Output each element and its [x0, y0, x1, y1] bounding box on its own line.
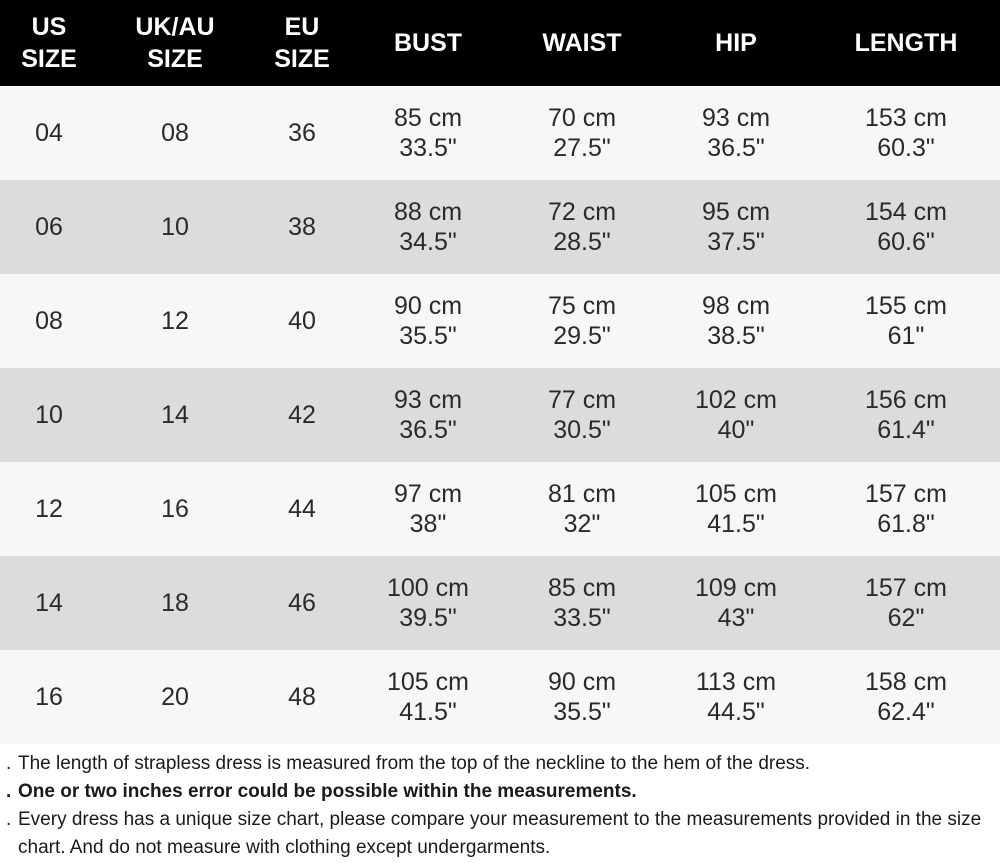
bust-inch-value: 39.5": [399, 604, 457, 632]
eu-size-cell: 40: [288, 307, 316, 335]
length-cm-value: 157 cm: [865, 574, 947, 602]
hip-inch-value: 44.5": [707, 698, 765, 726]
note-item: [6, 750, 996, 778]
bust-inch-value: 41.5": [399, 698, 457, 726]
note-item: [6, 778, 996, 806]
length-cell: [812, 274, 1000, 368]
waist-inch-value: 27.5": [553, 134, 611, 162]
length-cell: [812, 368, 1000, 462]
waist-cell: [504, 462, 660, 556]
us-size-cell: 04: [35, 119, 63, 147]
waist-cm-value: 77 cm: [547, 386, 617, 414]
bullet-icon: .: [6, 781, 12, 802]
hip-cell: [660, 368, 812, 462]
header-eu-size: EU SIZE: [274, 13, 330, 73]
waist-cell: [504, 368, 660, 462]
header-hip: HIP: [715, 29, 757, 57]
waist-inch-value: 35.5": [553, 698, 611, 726]
bullet-icon: .: [6, 753, 12, 774]
header-length: LENGTH: [854, 29, 958, 57]
eu-size-cell: 48: [288, 683, 316, 711]
note-text: One or two inches error could be possible within the measurements.: [18, 781, 637, 802]
waist-cm-value: 75 cm: [547, 292, 617, 320]
uk-au-size-cell: 14: [161, 401, 189, 429]
bust-cm-value: 105 cm: [387, 668, 469, 696]
table-row: [0, 650, 1000, 744]
waist-inch-value: 29.5": [553, 322, 611, 350]
eu-size-cell: 38: [288, 213, 316, 241]
waist-cm-value: 85 cm: [547, 574, 617, 602]
length-inch-value: 60.3": [877, 134, 935, 162]
bust-cm-value: 97 cm: [393, 480, 463, 508]
bust-inch-value: 36.5": [399, 416, 457, 444]
eu-size-cell: 46: [288, 589, 316, 617]
bust-inch-value: 38": [409, 510, 447, 538]
length-cm-value: 155 cm: [865, 292, 947, 320]
hip-inch-value: 40": [717, 416, 755, 444]
note-item: [6, 806, 996, 862]
hip-cm-value: 102 cm: [695, 386, 777, 414]
length-inch-value: 62.4": [877, 698, 935, 726]
header-row: [0, 0, 1000, 86]
table-row: [0, 462, 1000, 556]
header-waist: WAIST: [542, 29, 622, 57]
hip-inch-value: 36.5": [707, 134, 765, 162]
us-size-cell: 08: [35, 307, 63, 335]
note-text: The length of strapless dress is measured from the top of the neckline to the hem of the dress.: [18, 753, 811, 774]
bust-inch-value: 33.5": [399, 134, 457, 162]
length-inch-value: 61": [887, 322, 925, 350]
waist-cell: [504, 556, 660, 650]
length-cm-value: 156 cm: [865, 386, 947, 414]
us-size-cell: 10: [35, 401, 63, 429]
length-cell: [812, 180, 1000, 274]
length-inch-value: 61.4": [877, 416, 935, 444]
bust-cm-value: 93 cm: [393, 386, 463, 414]
length-inch-value: 60.6": [877, 228, 935, 256]
hip-cell: [660, 274, 812, 368]
hip-inch-value: 41.5": [707, 510, 765, 538]
hip-cell: [660, 86, 812, 180]
length-cm-value: 158 cm: [865, 668, 947, 696]
hip-cm-value: 93 cm: [701, 104, 771, 132]
hip-cm-value: 113 cm: [695, 668, 777, 696]
bust-cell: [352, 556, 504, 650]
waist-cell: [504, 650, 660, 744]
header-us-size: US SIZE: [21, 13, 77, 73]
waist-inch-value: 28.5": [553, 228, 611, 256]
hip-inch-value: 37.5": [707, 228, 765, 256]
uk-au-size-cell: 20: [161, 683, 189, 711]
bust-cell: [352, 462, 504, 556]
hip-cm-value: 109 cm: [695, 574, 777, 602]
bust-cell: [352, 368, 504, 462]
bust-cell: [352, 180, 504, 274]
size-notes: [6, 750, 996, 862]
length-cell: [812, 462, 1000, 556]
us-size-cell: 14: [35, 589, 63, 617]
bullet-icon: .: [6, 809, 12, 830]
bust-cell: [352, 86, 504, 180]
bust-cm-value: 90 cm: [393, 292, 463, 320]
waist-cell: [504, 180, 660, 274]
bust-cm-value: 100 cm: [387, 574, 469, 602]
hip-cm-value: 98 cm: [701, 292, 771, 320]
waist-cm-value: 72 cm: [547, 198, 617, 226]
length-inch-value: 61.8": [877, 510, 935, 538]
hip-inch-value: 38.5": [707, 322, 765, 350]
hip-cell: [660, 556, 812, 650]
length-cell: [812, 556, 1000, 650]
table-row: [0, 556, 1000, 650]
uk-au-size-cell: 10: [161, 213, 189, 241]
length-cell: [812, 650, 1000, 744]
header-uk-au-size: UK/AU SIZE: [135, 13, 215, 73]
waist-cm-value: 90 cm: [547, 668, 617, 696]
uk-au-size-cell: 12: [161, 307, 189, 335]
table-row: [0, 180, 1000, 274]
waist-cell: [504, 274, 660, 368]
us-size-cell: 16: [35, 683, 63, 711]
uk-au-size-cell: 16: [161, 495, 189, 523]
bust-cm-value: 85 cm: [393, 104, 463, 132]
table-row: [0, 86, 1000, 180]
bust-inch-value: 34.5": [399, 228, 457, 256]
bust-inch-value: 35.5": [399, 322, 457, 350]
eu-size-cell: 44: [288, 495, 316, 523]
hip-cm-value: 105 cm: [695, 480, 777, 508]
waist-cm-value: 70 cm: [547, 104, 617, 132]
eu-size-cell: 42: [288, 401, 316, 429]
hip-cm-value: 95 cm: [701, 198, 771, 226]
length-cell: [812, 86, 1000, 180]
length-inch-value: 62": [887, 604, 925, 632]
length-cm-value: 153 cm: [865, 104, 947, 132]
table-row: [0, 274, 1000, 368]
note-text: Every dress has a unique size chart, please compare your measurement to the measurements provided in the size chart. And do not measure with clothing except undergarments.: [18, 809, 982, 858]
hip-cell: [660, 650, 812, 744]
waist-cm-value: 81 cm: [547, 480, 617, 508]
hip-cell: [660, 462, 812, 556]
hip-inch-value: 43": [717, 604, 755, 632]
eu-size-cell: 36: [288, 119, 316, 147]
waist-cell: [504, 86, 660, 180]
uk-au-size-cell: 18: [161, 589, 189, 617]
header-bust: BUST: [393, 29, 463, 57]
size-chart-body: [0, 86, 1000, 744]
bust-cell: [352, 650, 504, 744]
waist-inch-value: 33.5": [553, 604, 611, 632]
us-size-cell: 12: [35, 495, 63, 523]
waist-inch-value: 30.5": [553, 416, 611, 444]
us-size-cell: 06: [35, 213, 63, 241]
bust-cell: [352, 274, 504, 368]
bust-cm-value: 88 cm: [393, 198, 463, 226]
uk-au-size-cell: 08: [161, 119, 189, 147]
waist-inch-value: 32": [563, 510, 601, 538]
length-cm-value: 157 cm: [865, 480, 947, 508]
length-cm-value: 154 cm: [865, 198, 947, 226]
hip-cell: [660, 180, 812, 274]
table-row: [0, 368, 1000, 462]
size-chart-header: [0, 0, 1000, 86]
